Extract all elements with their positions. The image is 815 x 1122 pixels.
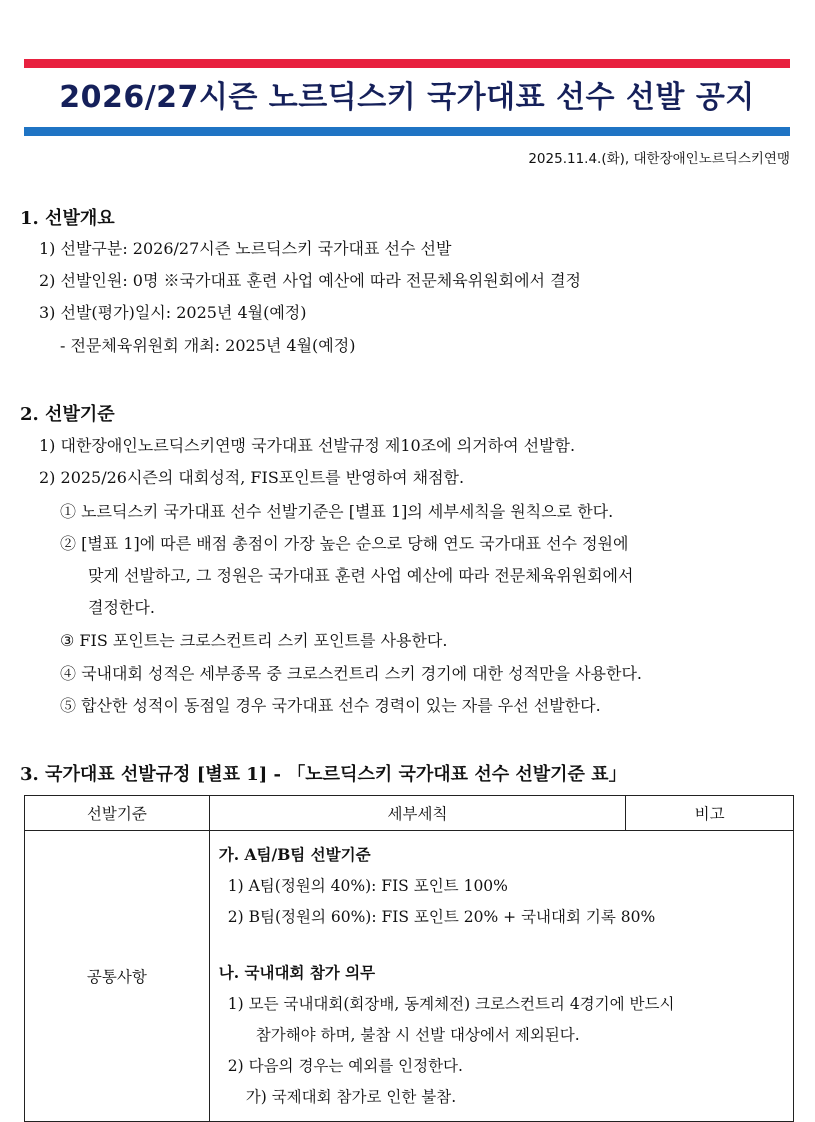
page-title: 2026/27시즌 노르딕스키 국가대표 선수 선발 공지: [59, 80, 755, 115]
criteria-item: ① 노르딕스키 국가대표 선수 선발기준은 [별표 1]의 세부세칙을 원칙으로 한다.: [60, 502, 614, 521]
section2-item: 1) 대한장애인노르딕스키연맹 국가대표 선발규정 제10조에 의거하여 선발함.: [39, 436, 576, 455]
criteria-item-cont: 맞게 선발하고, 그 정원은 국가대표 훈련 사업 예산에 따라 전문체육위원회에서: [88, 566, 634, 585]
table-header-row: [25, 796, 794, 831]
header-note: 비고: [626, 796, 794, 831]
detail-item-cont: 참가해야 하며, 불참 시 선발 대상에서 제외된다.: [255, 1026, 580, 1044]
detail-cell: [209, 831, 793, 1122]
dateline: 2025.11.4.(화), 대한장애인노르딕스키연맹: [528, 151, 790, 167]
detail-item: 1) 모든 국내대회(회장배, 동계체전) 크로스컨트리 4경기에 반드시: [227, 995, 675, 1013]
title-top-bar: [24, 59, 790, 68]
section1-item: 2) 선발인원: 0명 ※국가대표 훈련 사업 예산에 따라 전문체육위원회에서 결정: [39, 271, 581, 290]
section1-subitem: - 전문체육위원회 개최: 2025년 4월(예정): [60, 336, 356, 355]
row-label: 공통사항: [25, 831, 210, 1122]
criteria-item-cont: 결정한다.: [88, 598, 155, 617]
section1-heading: 1. 선발개요: [20, 208, 115, 229]
table-row: [25, 831, 794, 1122]
detail-heading-a: 가. A팀/B팀 선발기준: [218, 845, 371, 864]
detail-subitem: 가) 국제대회 참가로 인한 불참.: [245, 1088, 457, 1106]
detail-item: 2) B팀(정원의 60%): FIS 포인트 20% + 국내대회 기록 80%: [227, 908, 656, 926]
detail-item: 1) A팀(정원의 40%): FIS 포인트 100%: [227, 877, 508, 895]
detail-heading-b: 나. 국내대회 참가 의무: [218, 963, 376, 982]
section1-item: 1) 선발구분: 2026/27시즌 노르딕스키 국가대표 선수 선발: [39, 239, 452, 258]
section2-item: 2) 2025/26시즌의 대회성적, FIS포인트를 반영하여 채점함.: [39, 468, 465, 487]
criteria-item: ② [별표 1]에 따른 배점 총점이 가장 높은 순으로 당해 연도 국가대표 선수 정원에: [60, 534, 629, 553]
header-criteria: 선발기준: [25, 796, 210, 831]
title-bottom-bar: [24, 127, 790, 136]
criteria-item: ③ FIS 포인트는 크로스컨트리 스키 포인트를 사용한다.: [60, 631, 448, 650]
section3-heading: 3. 국가대표 선발규정 [별표 1] - 「노르딕스키 국가대표 선수 선발기준 표」: [20, 764, 627, 785]
section2-heading: 2. 선발기준: [20, 404, 115, 425]
criteria-item: ④ 국내대회 성적은 세부종목 중 크로스컨트리 스키 경기에 대한 성적만을 사용한다.: [60, 664, 642, 683]
criteria-item: ⑤ 합산한 성적이 동점일 경우 국가대표 선수 경력이 있는 자를 우선 선발한다.: [60, 696, 601, 715]
section1-item: 3) 선발(평가)일시: 2025년 4월(예정): [39, 303, 307, 322]
selection-criteria-table: [24, 795, 794, 1122]
header-detail: 세부세칙: [209, 796, 625, 831]
detail-item: 2) 다음의 경우는 예외를 인정한다.: [227, 1057, 463, 1075]
